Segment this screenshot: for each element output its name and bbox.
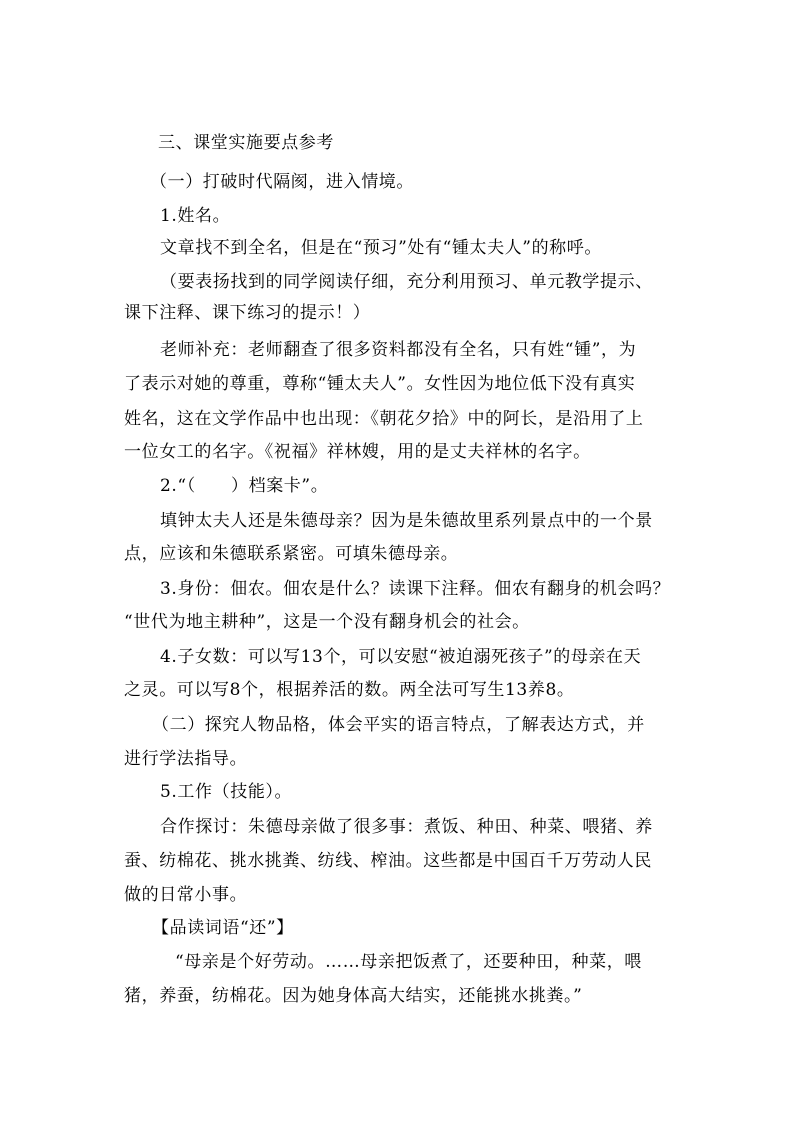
paragraph-line: 进行学法指导。 [124, 749, 248, 769]
quote-line: “母亲是个好劳动。……母亲把饭煮了，还要种田，种菜，喂 [175, 952, 642, 972]
item-heading: 1.姓名。 [160, 206, 231, 226]
item-heading: 2.“（ ）档案卡”。 [160, 476, 329, 496]
paragraph-line: 填钟太夫人还是朱德母亲？因为是朱德故里系列景点中的一个景 [160, 511, 653, 531]
subsection-heading: （二）探究人物品格，体会平实的语言特点，了解表达方式，并 [152, 715, 645, 735]
paragraph-line: 蚕、纺棉花、挑水挑粪、纺线、榨油。这些都是中国百千万劳动人民 [124, 851, 652, 871]
subsection-heading: （一）打破时代隔阂，进入情境。 [150, 172, 414, 192]
paragraph-line: 姓名，这在文学作品中也出现：《朝花夕拾》中的阿长，是沿用了上 [124, 409, 644, 429]
paragraph-line: 3.身份：佃农。佃农是什么？读课下注释。佃农有翻身的机会吗？ [160, 579, 671, 599]
paragraph-line: （要表扬找到的同学阅读仔细，充分利用预习、单元教学提示、 [160, 272, 653, 292]
paragraph-line: 了表示对她的尊重，尊称“锺太夫人”。女性因为地位低下没有真实 [124, 374, 636, 394]
section-heading: 三、课堂实施要点参考 [158, 133, 334, 153]
paragraph-line: 合作探讨：朱德母亲做了很多事：煮饭、种田、种菜、喂猪、养 [160, 817, 653, 837]
quote-line: 猪，养蚕，纺棉花。因为她身体高大结实，还能挑水挑粪。” [124, 986, 583, 1006]
paragraph-line: 之灵。可以写8个，根据养活的数。两全法可写生13养8。 [124, 680, 575, 700]
quote-heading: 【品读词语“还”】 [152, 918, 294, 938]
paragraph-line: 老师补充：老师翻查了很多资料都没有全名，只有姓“锺”，为 [160, 340, 637, 360]
item-heading: 5.工作（技能）。 [160, 782, 293, 802]
paragraph-line: 文章找不到全名，但是在“预习”处有“锺太夫人”的称呼。 [160, 238, 602, 258]
paragraph-line: 4.子女数：可以写13个，可以安慰“被迫溺死孩子”的母亲在天 [160, 647, 642, 667]
paragraph-line: “世代为地主耕种”，这是一个没有翻身机会的社会。 [124, 612, 530, 632]
paragraph-line: 点，应该和朱德联系紧密。可填朱德母亲。 [124, 544, 459, 564]
paragraph-line: 做的日常小事。 [124, 885, 248, 905]
paragraph-line: 课下注释、课下练习的提示！） [124, 303, 371, 323]
paragraph-line: 一位女工的名字。《祝福》祥林嫂，用的是丈夫祥林的名字。 [124, 442, 591, 462]
